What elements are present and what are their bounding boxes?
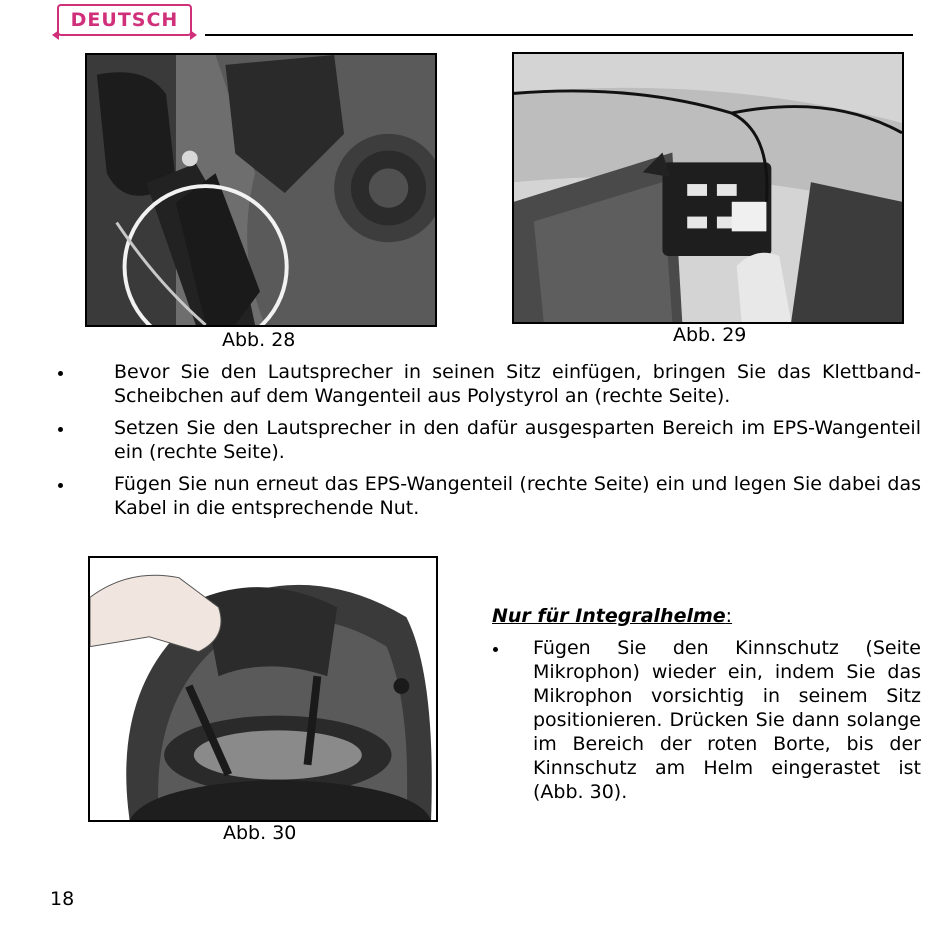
- instruction-list: [55, 360, 921, 528]
- list-item: Setzen Sie den Lautsprecher in den dafür ausgesparten Bereich im EPS-Wangenteil ein (rechte Seite).: [55, 416, 921, 464]
- arrow-left-icon: [52, 30, 59, 40]
- figure-29-caption: Abb. 29: [673, 324, 747, 346]
- list-item: Bevor Sie den Lautsprecher in seinen Sitz einfügen, bringen Sie das Klettband-Scheibchen auf dem Wangenteil aus Polystyrol an (rechte Seite).: [55, 360, 921, 408]
- bullet-dot-icon: [58, 371, 63, 376]
- figure-29-image: [514, 54, 902, 322]
- language-badge: [57, 4, 192, 36]
- bullet-dot-icon: [493, 647, 498, 652]
- language-label: DEUTSCH: [70, 9, 179, 31]
- integral-instruction-list: [492, 636, 921, 804]
- bullet-dot-icon: [58, 427, 63, 432]
- arrow-right-icon: [190, 30, 197, 40]
- figure-30-image: [90, 558, 436, 820]
- figure-30-caption: Abb. 30: [223, 822, 297, 844]
- figure-30-photo: [88, 556, 438, 822]
- list-item: Fügen Sie nun erneut das EPS-Wangenteil (rechte Seite) ein und legen Sie dabei das Kabel in die entsprechende Nut.: [55, 472, 921, 520]
- figure-28-photo: [85, 53, 437, 327]
- list-item: Fügen Sie den Kinnschutz (Seite Mikrophon) wieder ein, indem Sie das Mikrophon vorsichtig in seinem Sitz positionieren. Drücken Sie dann solange im Bereich der roten Borte, bis der Kinnschutz am Helm eingerastet ist (Abb. 30).: [492, 636, 921, 804]
- figure-29-photo: [512, 52, 904, 324]
- bullet-dot-icon: [58, 483, 63, 488]
- header-rule: [205, 34, 913, 36]
- figure-28-image: [87, 55, 435, 325]
- section-title: Nur für Integralhelme:: [492, 605, 733, 627]
- figure-28-caption: Abb. 28: [222, 329, 296, 351]
- page-number: 18: [50, 888, 75, 910]
